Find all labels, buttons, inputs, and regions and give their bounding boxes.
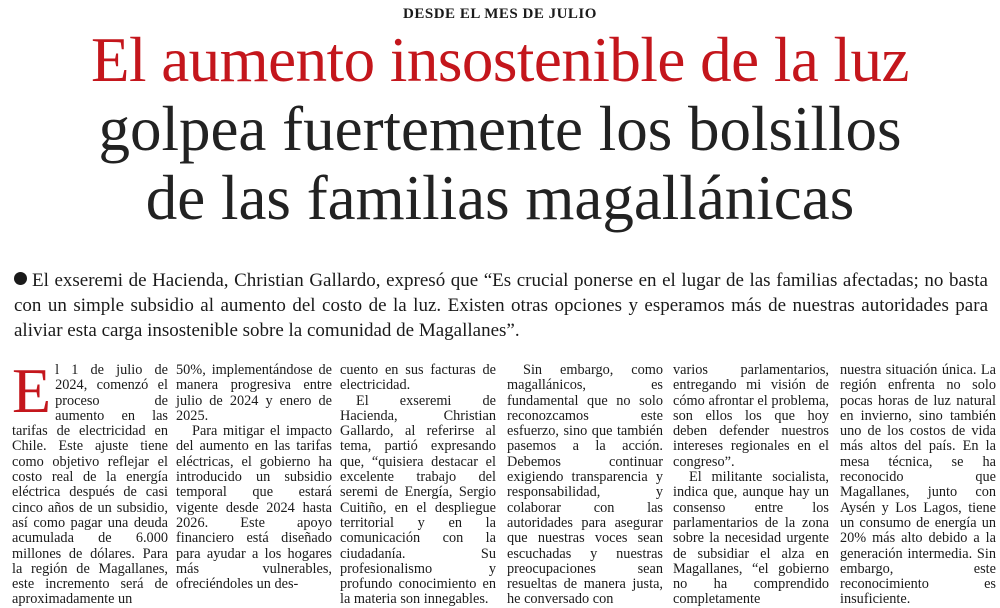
column-4 — [507, 363, 663, 608]
column-2-paragraph-1: 50%, implementándose de manera progresiva entre julio de 2024 y enero de 2025. — [176, 362, 332, 424]
column-2-paragraph-2: Para mitigar el impacto del aumento en las tarifas eléctricas, el gobierno ha introducido un subsidio temporal que estará vigente desde 2024 hasta 2026. Este apoyo financiero está diseñado para ayudar a los hogares más vulnerables, ofreciéndoles un des- — [176, 423, 332, 593]
headline-line-1: El aumento insostenible de la luz — [90, 25, 910, 95]
drop-cap: E — [12, 355, 52, 426]
headline-line-3: de las familias magallánicas — [145, 163, 855, 233]
column-5-paragraph-2: El militante socialista, indica que, aunque hay un consenso entre los parlamentarios de la zona sobre la necesidad urgente de subsidiar el alza en Magallanes, “el gobierno no ha comprendido completamente — [673, 469, 829, 608]
column-6 — [840, 363, 996, 608]
kicker: DESDE EL MES DE JULIO — [403, 6, 597, 22]
lead-paragraph — [14, 268, 988, 343]
column-4-paragraph-1: Sin embargo, como magallánicos, es fundamental que no solo reconozcamos este esfuerzo, sino que también pasemos a la acción. Debemos continuar exigiendo transparencia y responsabilidad, y colaborar con las autoridades para asegurar que nuestras voces sean escuchadas y nuestras preocupaciones sean resueltas de manera justa, he conversado con — [507, 362, 663, 608]
column-3-paragraph-2: El exseremi de Hacienda, Christian Gallardo, al referirse al tema, partió expresando que, “quisiera destacar el excelente trabajo del seremi de Energía, Sergio Cuitiño, en el despliegue territorial y en la comunicación con la ciudadanía. Su profesionalismo y profundo conocimiento en la materia son innegables. — [340, 392, 496, 608]
column-6-paragraph-1: nuestra situación única. La región enfrenta no solo pocas horas de luz natural en invierno, sino también uno de los costos de vida más altos del país. En la mesa técnica, se ha reconocido que Magallanes, junto con Aysén y Los Lagos, tiene un consumo de energía un 20% más alto debido a la generación intermedia. Sin embargo, este reconocimiento es insuficiente. — [840, 362, 996, 608]
column-3-paragraph-1: cuento en sus facturas de electricidad. — [340, 362, 496, 394]
headline-line-2: golpea fuertemente los bolsillos — [98, 94, 902, 164]
column-2 — [176, 363, 332, 592]
bullet-icon — [14, 272, 27, 285]
column-3 — [340, 363, 496, 608]
lead-text: El exseremi de Hacienda, Christian Gallardo, expresó que “Es crucial ponerse en el lugar de las familias afectadas; no basta con un simple subsidio al aumento del costo de la luz. Existen otras opciones y esperamos más de nuestras autoridades para aliviar esta carga insostenible sobre la comunidad de Magallanes”. — [14, 270, 988, 341]
column-1-paragraph-1: l 1 de julio de 2024, comenzó el proceso de aumento en las tarifas de electricidad en Chile. Este ajuste tiene como objetivo reflejar el costo real de la energía eléctrica después de casi cinco años de un subsidio, así como pagar una deuda acumulada de 6.000 millones de dólares. Para la región de Magallanes, este incremento será de aproximadamente un — [12, 362, 168, 608]
column-5 — [673, 363, 829, 608]
column-5-paragraph-1: varios parlamentarios, entregando mi visión de cómo afrontar el problema, son ellos los que hoy deben defender nuestros intereses regionales en el congreso”. — [673, 362, 829, 470]
column-1 — [12, 355, 168, 608]
